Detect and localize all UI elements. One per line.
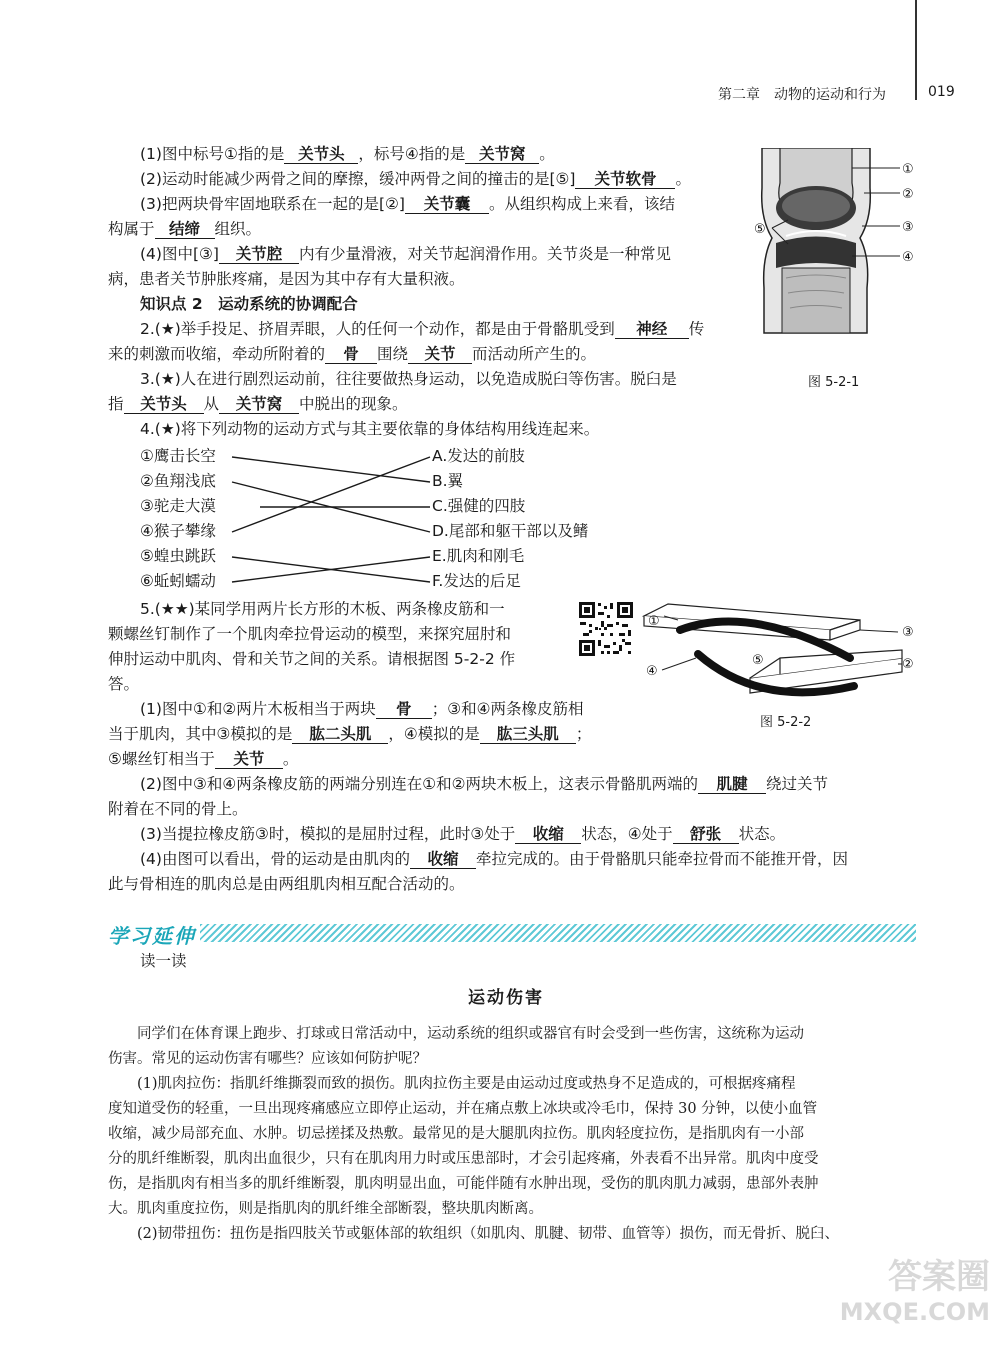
chapter-header: 第二章 动物的运动和行为 xyxy=(718,87,886,103)
q5-sub1-line-3 xyxy=(108,748,298,770)
fig1-caption: 图 5-2-1 xyxy=(808,375,860,390)
ext-para-line-4: 度知道受伤的轻重，一旦出现疼痛感应立即停止运动，并在痛点敷上冰块或冷毛巾，保持 30 分钟，以使小血管 xyxy=(108,1101,818,1117)
ext-para-line-5: 收缩，减少局部充血、水肿。切忌搓揉及热敷。最常见的是大腿肌肉拉伤。肌肉轻度拉伤，是指肌肉有一小部 xyxy=(108,1126,804,1142)
ext-para-line-2: 伤害。常见的运动伤害有哪些？应该如何防护呢？ xyxy=(108,1051,427,1067)
answer-blank: 肱二头肌 xyxy=(292,726,388,744)
section2-title: 知识点 2 运动系统的协调配合 xyxy=(140,295,358,313)
text: (1)图中①和②两片木板相当于两块 xyxy=(140,700,376,718)
text: 中脱出的现象。 xyxy=(299,395,408,413)
match-left-4: ④猴子攀缘 xyxy=(140,522,216,540)
q5-sub2-line-1 xyxy=(140,773,828,795)
match-right-d: D.尾部和躯干部以及鳍 xyxy=(432,522,589,540)
ext-para-line-1: 同学们在体育课上跑步、打球或日常活动中，运动系统的组织或器官有时会受到一些伤害，这统称为运动 xyxy=(108,1026,804,1042)
q5-line-3: 伸肘运动中肌肉、骨和关节之间的关系。请根据图 5-2-2 作 xyxy=(108,650,516,668)
answer-blank: 骨 xyxy=(376,701,432,719)
answer-blank: 肱三头肌 xyxy=(480,726,576,744)
text: 构属于 xyxy=(108,220,155,238)
text: 内有少量滑液，对关节起润滑作用。关节炎是一种常见 xyxy=(298,245,671,263)
match-right-c: C.强健的四肢 xyxy=(432,497,526,515)
match-right-a: A.发达的前肢 xyxy=(432,447,525,465)
page-number: 019 xyxy=(928,84,955,100)
ext-para-line-3: (1)肌肉拉伤：指肌纤维撕裂而致的损伤。肌肉拉伤主要是由运动过度或热身不足造成的，可根据疼痛程 xyxy=(108,1076,796,1092)
answer-blank: 关节头 xyxy=(284,146,358,164)
ext-para-line-9: (2)韧带扭伤：扭伤是指四肢关节或躯体部的软组织（如肌肉、肌腱、韧带、血管等）损伤，而无骨折、脱臼、 xyxy=(108,1226,840,1242)
answer-blank: 收缩 xyxy=(515,826,581,844)
fig1-label-1: ① xyxy=(902,162,914,177)
answer-blank: 肌腱 xyxy=(698,776,766,794)
q3-line-1: 3.(★)人在进行剧烈运动前，往往要做热身运动，以免造成脱臼等伤害。脱臼是 xyxy=(140,370,677,388)
text: ；③和④两条橡皮筋相 xyxy=(431,700,584,718)
text: 绕过关节 xyxy=(766,775,829,793)
q4-title: 4.(★)将下列动物的运动方式与其主要依靠的身体结构用线连起来。 xyxy=(140,420,600,438)
answer-blank: 舒张 xyxy=(673,826,739,844)
answer-blank: 骨 xyxy=(325,346,377,364)
joint-illustration xyxy=(762,148,871,333)
figure-knee-joint xyxy=(752,148,922,338)
match-right-f: F.发达的后足 xyxy=(432,572,521,590)
match-right-e: E.肌肉和刚毛 xyxy=(432,547,525,565)
text: 。 xyxy=(539,145,555,163)
text: (2)图中③和④两条橡皮筋的两端分别连在①和②两块木板上，这表示骨骼肌两端的 xyxy=(140,775,699,793)
text: 。 xyxy=(282,750,299,768)
answer-blank: 关节 xyxy=(408,346,472,364)
answer-blank: 收缩 xyxy=(410,851,476,869)
answer-blank: 结缔 xyxy=(155,221,215,239)
text: ⑤螺丝钉相当于 xyxy=(108,750,215,768)
q5-sub1-line-1 xyxy=(140,698,584,720)
extension-banner-title: 学习延伸 xyxy=(108,924,196,948)
q5-line-4: 答。 xyxy=(108,675,140,693)
fig2-caption: 图 5-2-2 xyxy=(760,715,812,730)
text: (1)图中标号①指的是 xyxy=(140,145,285,163)
text: 2.(★)举手投足、挤眉弄眼，人的任何一个动作，都是由于骨骼肌受到 xyxy=(140,320,615,338)
answer-blank: 关节囊 xyxy=(405,196,489,214)
fig2-label-2: ② xyxy=(902,657,914,672)
q5-sub2-line-2: 附着在不同的骨上。 xyxy=(108,800,248,818)
fig2-label-3: ③ xyxy=(902,625,914,640)
answer-blank: 关节窝 xyxy=(465,146,539,164)
text: 。 xyxy=(675,170,691,188)
ext-para-line-7: 伤，是指肌肉有相当多的肌纤维断裂，肌肉明显出血，可能伴随有水肿出现，受伤的肌肉肌力减弱，患部外表肿 xyxy=(108,1176,819,1192)
text: (4)图中[③] xyxy=(140,245,219,263)
answer-blank: 神经 xyxy=(615,321,689,339)
match-left-2: ②鱼翔浅底 xyxy=(140,472,216,490)
ext-para-line-8: 大。肌肉重度拉伤，则是指肌肉的肌纤维全部断裂，整块肌肉断离。 xyxy=(108,1201,543,1217)
text: (4)由图可以看出，骨的运动是由肌肉的 xyxy=(140,850,410,868)
watermark-url: MXQE.COM xyxy=(839,1298,990,1326)
text: ，标号④指的是 xyxy=(358,145,466,163)
q5-sub4-line-1 xyxy=(140,848,848,870)
fig2-label-5: ⑤ xyxy=(752,653,764,668)
fig2-label-4: ④ xyxy=(646,664,658,679)
q5-sub3 xyxy=(140,823,785,845)
match-line-4-a xyxy=(232,457,430,532)
match-left-3: ③驼走大漠 xyxy=(140,497,216,515)
q1-line-6: 病，患者关节肿胀疼痛，是因为其中存有大量积液。 xyxy=(108,270,465,288)
text: (2)运动时能减少两骨之间的摩擦，缓冲两骨之间的撞击的是[⑤] xyxy=(140,170,576,188)
text: ； xyxy=(575,725,592,743)
text: 状态。 xyxy=(738,825,786,843)
text: 。从组织构成上来看，该结 xyxy=(488,195,675,213)
answer-blank: 关节头 xyxy=(124,396,204,414)
text: 牵拉完成的。由于骨骼肌只能牵拉骨而不能推开骨，因 xyxy=(475,850,848,868)
extension-banner xyxy=(108,920,916,946)
text: 组织。 xyxy=(214,220,262,238)
match-left-1: ①鹰击长空 xyxy=(140,447,216,465)
ext-para-line-6: 分的肌纤维断裂，肌肉出血很少，只有在肌肉用力时或压患部时，才会引起疼痛，外表看不出异常。肌肉中度受 xyxy=(108,1151,819,1167)
fig1-label-3: ③ xyxy=(902,220,914,235)
text: ，④模拟的是 xyxy=(388,725,480,743)
answer-blank: 关节窝 xyxy=(219,396,299,414)
text: 当于肌肉，其中③模拟的是 xyxy=(108,725,293,743)
qr-code[interactable] xyxy=(577,600,635,658)
extension-subtitle: 读一读 xyxy=(140,952,187,970)
fig2-label-1: ① xyxy=(648,614,660,629)
match-left-5: ⑤蝗虫跳跃 xyxy=(140,547,216,565)
fig1-label-4: ④ xyxy=(902,250,914,265)
q5-line-1: 5.(★★)某同学用两片长方形的木板、两条橡皮筋和一 xyxy=(140,600,505,618)
match-line-1-b xyxy=(232,457,430,482)
text: 状态，④处于 xyxy=(581,825,673,843)
text: 传 xyxy=(688,320,705,338)
answer-blank: 关节 xyxy=(215,751,283,769)
banner-hatch xyxy=(200,924,916,942)
match-right-b: B.翼 xyxy=(432,472,464,490)
fig1-label-2: ② xyxy=(902,187,914,202)
text: 而活动所产生的。 xyxy=(472,345,597,363)
watermark-logo: 答案圈 xyxy=(888,1257,990,1297)
text: 来的刺激而收缩，牵动所附着的 xyxy=(108,345,326,363)
q5-sub4-line-2: 此与骨相连的肌肉总是由两组肌肉相互配合活动的。 xyxy=(108,875,465,893)
answer-blank: 关节软骨 xyxy=(575,171,675,189)
text: 指 xyxy=(108,395,124,413)
text: (3)把两块骨牢固地联系在一起的是[②] xyxy=(140,195,405,213)
figure-muscle-model xyxy=(640,598,920,710)
text: 围绕 xyxy=(377,345,409,363)
answer-blank: 关节腔 xyxy=(219,246,299,264)
text: 从 xyxy=(203,395,220,413)
q5-line-2: 颗螺丝钉制作了一个肌肉牵拉骨运动的模型，来探究屈肘和 xyxy=(108,625,512,643)
match-left-6: ⑥蚯蚓蠕动 xyxy=(140,572,216,590)
extension-title: 运动伤害 xyxy=(468,988,544,1008)
q5-sub1-line-2 xyxy=(108,723,591,745)
fig1-label-5: ⑤ xyxy=(754,222,766,237)
watermark xyxy=(820,1249,990,1339)
text: (3)当提拉橡皮筋③时，模拟的是屈肘过程，此时③处于 xyxy=(140,825,516,843)
